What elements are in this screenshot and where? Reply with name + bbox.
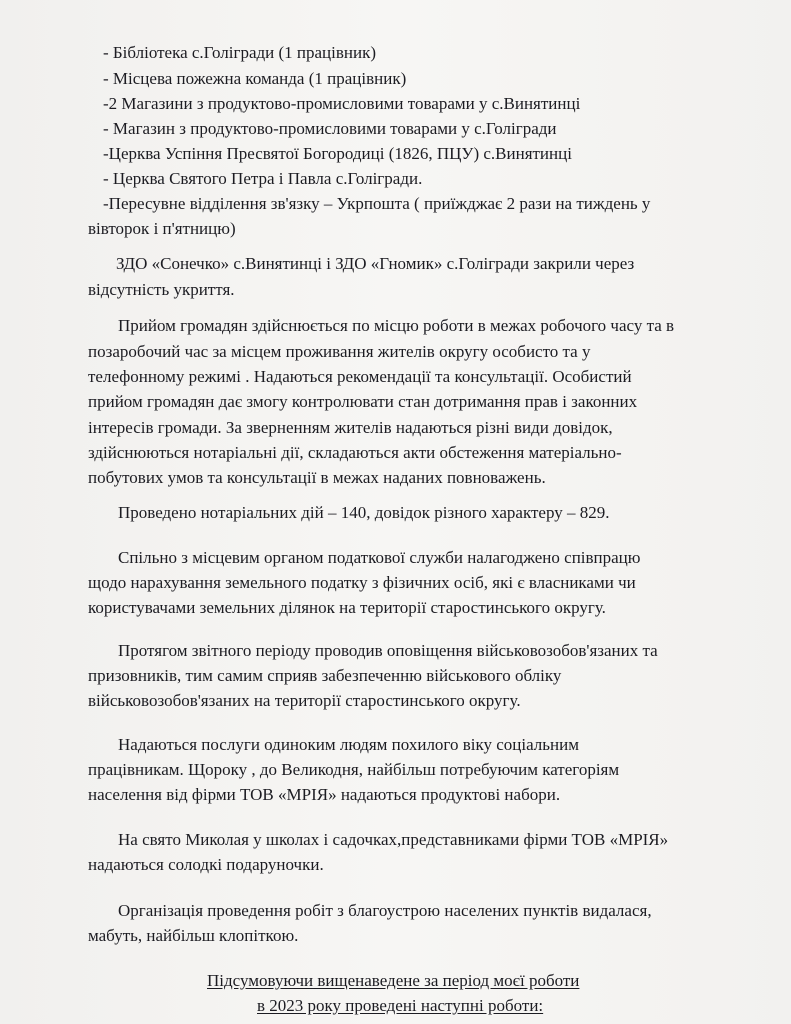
paragraph-line: Спільно з місцевим органом податкової служби налагоджено співпрацю xyxy=(118,548,641,567)
list-item: -Пересувне відділення зв'язку – Укрпошта ( приїжджає 2 рази на тиждень у xyxy=(103,194,651,213)
list-item: -2 Магазини з продуктово-промисловими товарами у с.Винятинці xyxy=(103,94,581,113)
paragraph-line: користувачами земельних ділянок на території старостинського округу. xyxy=(88,598,606,617)
list-item: - Церква Святого Петра і Павла с.Голігради. xyxy=(103,169,423,188)
paragraph-line: мабуть, найбільш клопіткою. xyxy=(88,926,299,945)
list-item: - Бібліотека с.Голігради (1 працівник) xyxy=(103,43,377,62)
paragraph-line: здійснюються нотаріальні дії, складаються акти обстеження матеріально- xyxy=(88,443,622,462)
paragraph-line: надаються солодкі подаруночки. xyxy=(88,855,324,874)
paragraph-line: військовозобов'язаних на території старостинського округу. xyxy=(88,691,521,710)
paragraph-line: Прийом громадян здійснюється по місцю роботи в межах робочого часу та в xyxy=(118,316,675,335)
list-item: - Магазин з продуктово-промисловими товарами у с.Голігради xyxy=(103,119,557,138)
list-item: вівторок і п'ятницю) xyxy=(88,219,236,238)
paragraph-line: На свято Миколая у школах і садочках,представниками фірми ТОВ «МРІЯ» xyxy=(118,830,669,849)
paragraph-line: Проведено нотаріальних дій – 140, довідок різного характеру – 829. xyxy=(118,503,610,522)
paragraph-line: побутових умов та консультації в межах наданих повноважень. xyxy=(88,468,546,487)
paragraph-line: позаробочий час за місцем проживання жителів округу особисто та у xyxy=(88,342,591,361)
list-item: -Церква Успіння Пресвятої Богородиці (1826, ПЦУ) с.Винятинці xyxy=(103,144,572,163)
paragraph-line: прийом громадян дає змогу контролювати стан дотримання прав і законних xyxy=(88,392,638,411)
paragraph-line: відсутність укриття. xyxy=(88,280,235,299)
summary-line: в 2023 року проведені наступні роботи: xyxy=(257,996,544,1015)
list-item: - Місцева пожежна команда (1 працівник) xyxy=(103,69,407,88)
paragraph-line: Надаються послуги одиноким людям похилого віку соціальним xyxy=(118,735,580,754)
paragraph-line: щодо нарахування земельного податку з фізичних осіб, які є власниками чи xyxy=(88,573,636,592)
paragraph-line: призовників, тим самим сприяв забезпеченню військового обліку xyxy=(88,666,562,685)
paragraph-line: працівникам. Щороку , до Великодня, найбільш потребуючим категоріям xyxy=(88,760,620,779)
paragraph-line: телефонному режимі . Надаються рекомендації та консультації. Особистий xyxy=(88,367,632,386)
summary-line: Підсумовуючи вищенаведене за період моєї роботи xyxy=(207,971,580,990)
paragraph-line: Протягом звітного періоду проводив оповіщення військовозобов'язаних та xyxy=(118,641,658,660)
paragraph-line: ЗДО «Сонечко» с.Винятинці і ЗДО «Гномик» с.Голігради закрили через xyxy=(116,254,635,273)
paragraph-line: населення від фірми ТОВ «МРІЯ» надаються продуктові набори. xyxy=(88,785,561,804)
paragraph-line: інтересів громади. За зверненням жителів надаються різні види довідок, xyxy=(88,418,613,437)
paragraph-line: Організація проведення робіт з благоустрою населених пунктів видалася, xyxy=(118,901,652,920)
